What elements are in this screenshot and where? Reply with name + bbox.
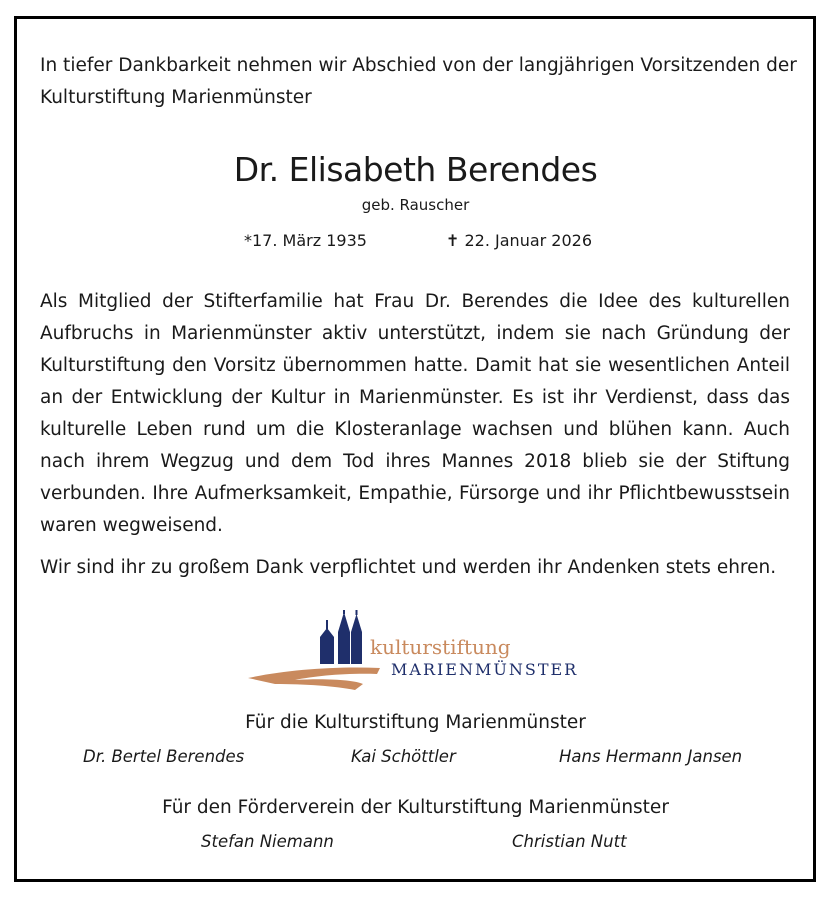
birth-date: *17. März 1935 (244, 231, 367, 250)
signatory: Christian Nutt (512, 832, 627, 851)
deceased-name: Dr. Elisabeth Berendes (233, 150, 598, 189)
intro-text: In tiefer Dankbarkeit nehmen wir Abschied von der langjährigen Vorsitzenden der Kulturstiftung Marienmünster (40, 55, 797, 108)
death-date: ✝ 22. Januar 2026 (446, 231, 593, 250)
logo-line2: MARIENMÜNSTER (391, 660, 579, 679)
signatory: Dr. Bertel Berendes (83, 747, 245, 766)
association-heading: Für den Förderverein der Kulturstiftung Marienmünster (162, 797, 669, 818)
maiden-name: geb. Rauscher (361, 196, 470, 214)
body-paragraph: Wir sind ihr zu großem Dank verpflichtet und werden ihr Andenken stets ehren. (40, 557, 777, 578)
body-paragraph: Als Mitglied der Stifterfamilie hat Frau Dr. Berendes die Idee des kulturellen Aufbruchs in Marienmünster aktiv unterstützt, indem sie nach Gründung der Kulturstiftung den Vorsitz übernommen hatte. Damit hat sie wesentlichen Anteil an der Entwicklung der Kultur in Marienmünster. Es ist ihr Verdienst, dass das kulturelle Leben rund um die Klosteranlage wachsen und blühen kann. Auch nach ihrem Wegzug und dem Tod ihres Mannes 2018 blieb sie der Stiftung verbunden. Ihre Aufmerksamkeit, Empathie, Fürsorge und ihr Pflichtbewusstsein waren wegweisend. (40, 291, 790, 536)
signatory: Stefan Niemann (201, 832, 334, 851)
obituary-body (40, 286, 790, 594)
logo-line1: kulturstiftung (370, 635, 511, 659)
foundation-heading: Für die Kulturstiftung Marienmünster (245, 712, 586, 733)
signatory: Kai Schöttler (351, 747, 456, 766)
foundation-logo (245, 610, 585, 695)
signatory: Hans Hermann Jansen (559, 747, 743, 766)
